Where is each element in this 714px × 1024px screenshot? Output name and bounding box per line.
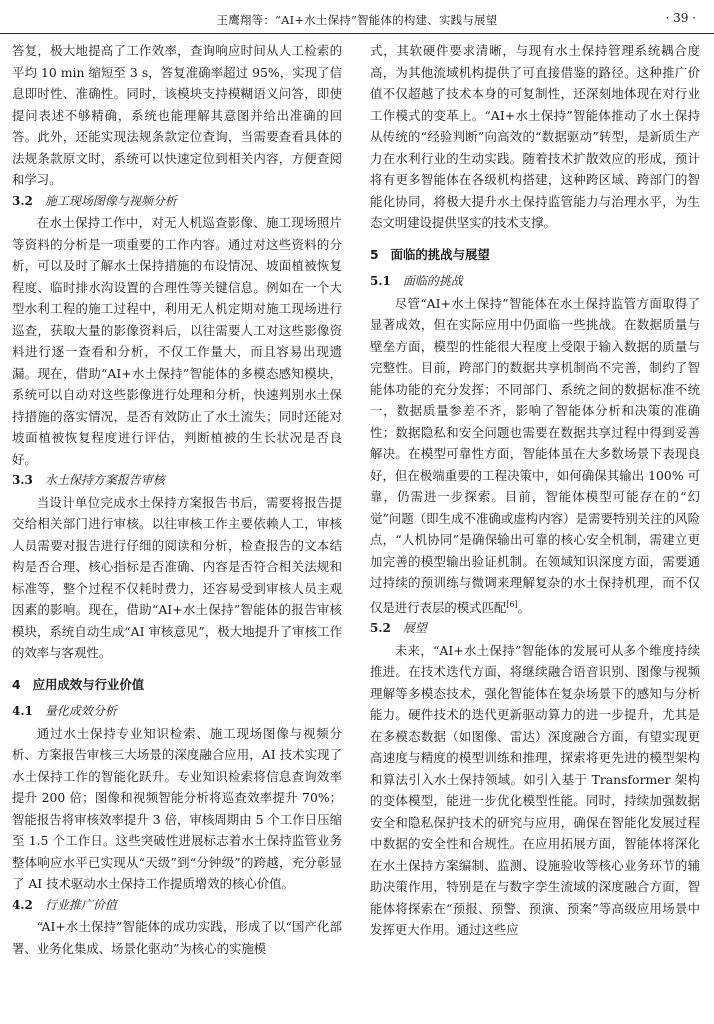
section-heading-3-2 bbox=[12, 191, 342, 213]
section-number: 5.2 bbox=[370, 621, 391, 636]
section-heading-5-2 bbox=[370, 618, 700, 640]
paragraph: 当设计单位完成水土保持方案报告书后，需要将报告提交给相关部门进行审核。以往审核工作主要依赖人工，审核人员需要对报告进行仔细的阅读和分析，检查报告的文本结构是否合理、核心指标是否准确、内容是否符合相关法规和标准等，整个过程不仅耗时费力，还容易受到审核人员主观因素的影响。现在，借助“AI+水土保持”智能体的报告审核模块，系统自动生成“AI 审核意见”，极大地提升了审核工作的效率与客观性。 bbox=[12, 494, 342, 660]
running-title: 王鹰翔等：“AI+水土保持”智能体的构建、实践与展望 bbox=[216, 13, 498, 27]
left-column bbox=[12, 40, 342, 1020]
section-title: 施工现场图像与视频分析 bbox=[44, 193, 177, 208]
paragraph: 通过水土保持专业知识检索、施工现场图像与视频分析、方案报告审核三大场景的深度融合应用，AI 技术实现了水土保持工作的智能化跃升。专业知识检索将信息查询效率提升 200 倍；图像和视频智能分析将巡查效率提升 70%；智能报告将审核效率提升 3 倍，审核周期由 5 个工作日压缩至 1.5 个工作日。这些突破性进展标志着水土保持监管业务整体响应水平已实现从“天级”到“分钟级”的跨越，充分彰显了 AI 技术驱动水土保持工作提质增效的核心价值。 bbox=[12, 725, 342, 891]
paragraph: 未来，“AI+水土保持”智能体的发展可从多个维度持续推进。在技术迭代方面，将继续融合语音识别、图像与视频理解等多模态技术，强化智能体在复杂场景下的感知与分析能力。硬件技术的迭代更新驱动算力的进一步提升，尤其是在多模态数据（如图像、雷达）深度融合方面，有望实现更高速度与精度的模型训练和推理，探索将更先进的模型架构和算法引入水土保持领域。如引入基于 Transformer 架构的变体模型，能进一步优化模型性能。同时，持续加强数据安全和隐私保护技术的研究与应用，确保在智能化发展过程中数据的安全性和合规性。在应用拓展方面，智能体将深化在水土保持方案编制、监测、设施验收等核心业务环节的辅助决策作用，特别是在与数字孪生流域的深度融合方面，智能体将探索在“预报、预警、预演、预案”等高级应用场景中发挥更大作用。通过这些应 bbox=[370, 642, 700, 938]
page-number: · 39 · bbox=[665, 11, 696, 25]
paragraph: 式，其软硬件要求清晰，与现有水土保持管理系统耦合度高，为其他流域机构提供了可直接借鉴的路径。这种推广价值不仅超越了技术本身的可复制性，还深刻地体现在对行业工作模式的变革上。“AI+水土保持”智能体推动了水土保持从传统的“经验判断”向高效的“数据驱动”转型，是新质生产力在水利行业的生动实践。随着技术扩散效应的形成，预计将有更多智能体在各级机构搭建，这种跨区域、跨部门的智能化协同，将极大提升水土保持监管能力与治理水平，为生态文明建设提供坚实的技术支撑。 bbox=[370, 43, 700, 230]
paragraph-end: 。 bbox=[517, 599, 531, 615]
section-number: 4 bbox=[12, 676, 21, 692]
section-heading-5 bbox=[370, 244, 700, 266]
section-title: 面临的挑战 bbox=[402, 274, 463, 288]
citation-ref: [6] bbox=[506, 599, 518, 609]
section-number: 4.2 bbox=[12, 897, 33, 912]
page-header bbox=[0, 0, 714, 32]
paragraph: “AI+水土保持”智能体的成功实践，形成了以“国产化部署、业务化集成、场景化驱动”为核心的实施模 bbox=[12, 919, 342, 956]
section-number: 3.3 bbox=[12, 473, 33, 487]
section-title: 量化成效分析 bbox=[44, 704, 117, 718]
section-title: 应用成效与行业价值 bbox=[32, 676, 145, 692]
section-heading-4-1 bbox=[12, 701, 342, 723]
section-title: 展望 bbox=[402, 621, 427, 636]
section-number: 5 bbox=[370, 246, 379, 262]
section-heading-3-3 bbox=[12, 470, 342, 492]
section-number: 5.1 bbox=[370, 274, 391, 288]
paragraph: 在水土保持工作中，对无人机巡查影像、施工现场照片等资料的分析是一项重要的工作内容。通过对这些资料的分析，可以及时了解水土保持措施的布设情况、坡面植被恢复程度、临时排水沟设置的合理性等关键信息。例如在一个大型水利工程的施工过程中，利用无人机定期对施工现场进行巡查，获取大量的影像资料后，以往需要人工对这些影像资料进行逐一查看和分析，不仅工作量大，而且容易出现遗漏。现在，借助“AI+水土保持”智能体的多模态感知模块，系统可以自动对这些影像进行处理和分析，快速判别水土保持措施的落实情况，是否有效防止了水土流失；同时还能对坡面植被恢复程度进行评估，判断植被的生长状况是否良好。 bbox=[12, 215, 342, 467]
paragraph bbox=[370, 293, 700, 619]
section-title: 面临的挑战与展望 bbox=[390, 246, 490, 262]
header-rule bbox=[0, 33, 714, 34]
paragraph-text: 尽管“AI+水土保持”智能体在水土保持监管方面取得了显著成效，但在实际应用中仍面临一些挑战。在数据质量与壁垒方面，模型的性能很大程度上受限于输入数据的质量与完整性。目前，跨部门的数据共享机制尚不完善，制约了智能体功能的充分发挥；不同部门、系统之间的数据标准不统一，数据质量参差不齐，影响了智能体分析和决策的准确性；数据隐私和安全问题也需要在数据共享过程中得到妥善解决。在模型可靠性方面，智能体虽在大多数场景下表现良好，但在极端重要的工程决策中，如何确保其输出 100% 可靠，仍需进一步探索。目前，智能体模型可能存在的“幻觉”问题（即生成不准确或虚构内容）是需要特别关注的风险点，“人机协同”是确保输出可靠的核心安全机制，需建立更加完善的模型输出验证机制。在领域知识深度方面，需要通过持续的预训练与微调来理解复杂的水土保持机理，而不仅仅是进行表层的模式匹配 bbox=[370, 295, 700, 615]
section-number: 4.1 bbox=[12, 704, 33, 718]
section-heading-5-1 bbox=[370, 271, 700, 293]
section-heading-4 bbox=[12, 674, 342, 696]
section-title: 行业推广价值 bbox=[44, 897, 117, 912]
section-title: 水土保持方案报告审核 bbox=[44, 473, 165, 487]
section-number: 3.2 bbox=[12, 193, 33, 208]
right-column bbox=[370, 40, 700, 1020]
paragraph: 答复，极大地提高了工作效率，查询响应时间从人工检索的平均 10 min 缩短至 3 s，答复准确率超过 95%，实现了信息即时性、准确性。同时，该模块支持模糊语义问答，即使提问表述不够精确，系统也能理解其意图并给出准确的回答。此外，还能实现法规条款定位查询，当需要查看具体的法规条款原文时，系统可以快速定位到相关内容，方便查阅和学习。 bbox=[12, 43, 342, 187]
section-heading-4-2 bbox=[12, 895, 342, 917]
